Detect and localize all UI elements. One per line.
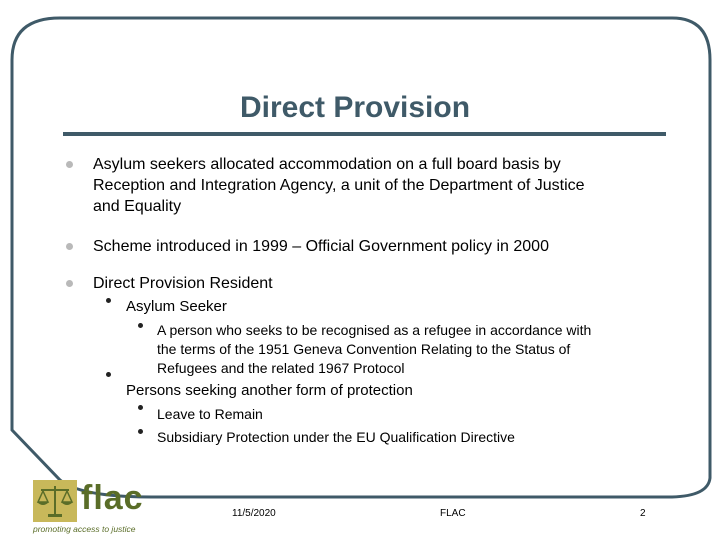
logo-wordmark: flac [81, 479, 144, 517]
subsub-bullet-marker [138, 405, 143, 410]
footer-page-number: 2 [640, 508, 646, 519]
scales-of-justice-icon [33, 480, 77, 522]
bullet-marker [66, 161, 73, 168]
footer-center-text: FLAC [440, 508, 466, 519]
subsub-bullet-marker [138, 429, 143, 434]
bullet-marker [66, 243, 73, 250]
footer-date: 11/5/2020 [232, 508, 276, 519]
bullet-allocation [93, 154, 693, 217]
bullet-line: Reception and Integration Agency, a unit of the Department of Justice [93, 177, 585, 194]
slide-title: Direct Provision [239, 91, 471, 124]
definition-line: the terms of the 1951 Geneva Convention Relating to the Status of [157, 341, 571, 357]
subsub-item-definition [157, 321, 697, 378]
flac-logo [33, 480, 143, 536]
bullet-scheme: Scheme introduced in 1999 – Official Government policy in 2000 [93, 238, 549, 255]
bullet-resident: Direct Provision Resident [93, 275, 273, 292]
definition-line: A person who seeks to be recognised as a refugee in accordance with [157, 322, 592, 338]
bullet-marker [66, 280, 73, 287]
sub-item-asylum-seeker: Asylum Seeker [126, 298, 227, 315]
bullet-line: and Equality [93, 198, 182, 215]
title-underline [63, 132, 666, 136]
sub-bullet-marker [106, 372, 111, 377]
subsub-item-subsidiary-protection: Subsidiary Protection under the EU Qualification Directive [157, 429, 515, 445]
subsub-bullet-marker [138, 323, 143, 328]
bullet-line: Asylum seekers allocated accommodation on a full board basis by [93, 156, 561, 173]
sub-bullet-marker [106, 298, 111, 303]
definition-line: Refugees and the related 1967 Protocol [157, 360, 405, 376]
subsub-item-leave-to-remain: Leave to Remain [157, 406, 263, 422]
logo-tagline: promoting access to justice [33, 524, 136, 534]
sub-item-other-protection: Persons seeking another form of protection [126, 382, 413, 399]
